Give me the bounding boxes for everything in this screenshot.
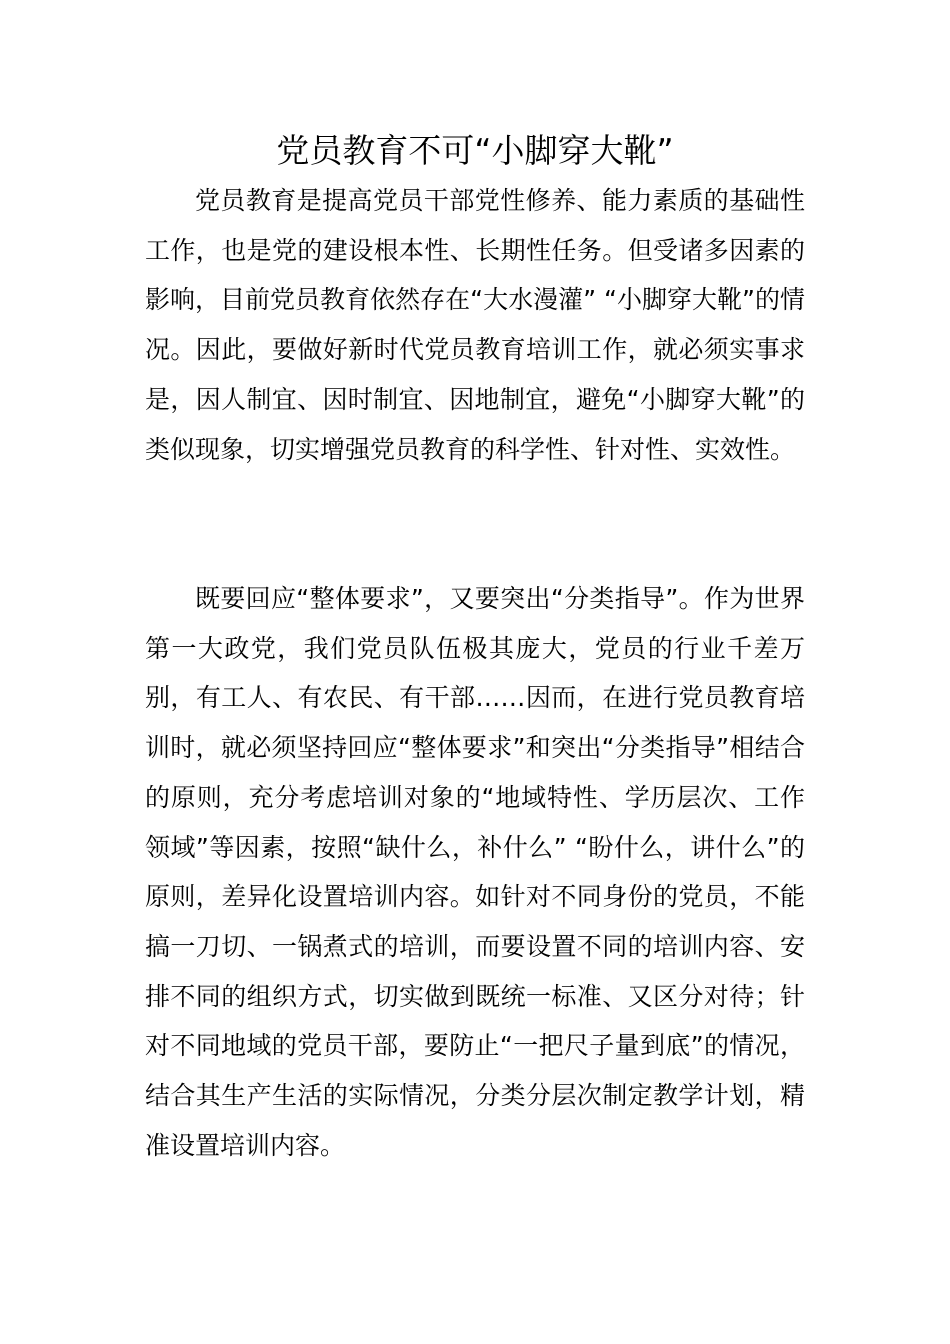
paragraph-1: 党员教育是提高党员干部党性修养、能力素质的基础性工作，也是党的建设根本性、长期性任务。但受诸多因素的影响，目前党员教育依然存在“大水漫灌” “小脚穿大靴”的情况。因此，要做好新时代党员教育培训工作，就必须实事求是，因人制宜、因时制宜、因地制宜，避免“小脚穿大靴”的类似现象，切实增强党员教育的科学性、针对性、实效性。 [145, 186, 805, 464]
document-title: 党员教育不可“小脚穿大靴” [276, 131, 674, 170]
paragraph-2: 既要回应“整体要求”，又要突出“分类指导”。作为世界第一大政党，我们党员队伍极其庞大，党员的行业千差万别，有工人、有农民、有干部……因而，在进行党员教育培训时，就必须坚持回应“整体要求”和突出“分类指导”相结合的原则，充分考虑培训对象的“地域特性、学历层次、工作领域”等因素，按照“缺什么，补什么” “盼什么，讲什么”的原则，差异化设置培训内容。如针对不同身份的党员，不能搞一刀切、一锅煮式的培训，而要设置不同的培训内容、安排不同的组织方式，切实做到既统一标准、又区分对待；针对不同地域的党员干部，要防止“一把尺子量到底”的情况，结合其生产生活的实际情况，分类分层次制定教学计划，精准设置培训内容。 [145, 584, 805, 1160]
